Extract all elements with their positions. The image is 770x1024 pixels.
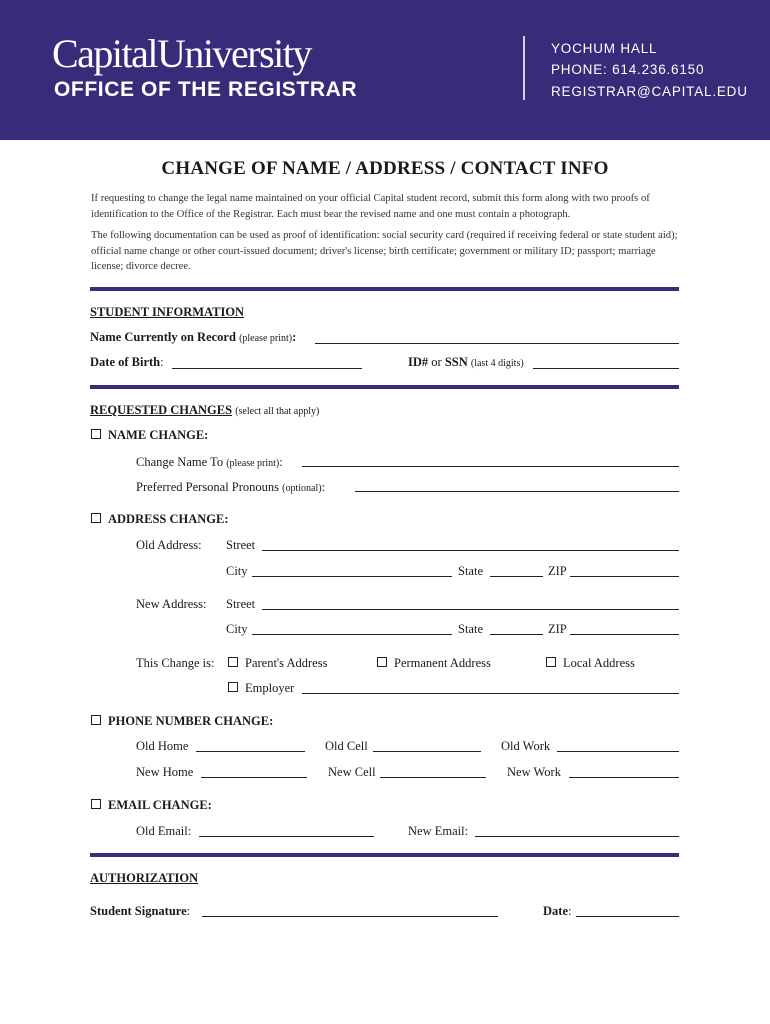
student-info-heading: STUDENT INFORMATION: [90, 305, 245, 319]
new-email-field[interactable]: [475, 836, 679, 837]
pronouns-label: Preferred Personal Pronouns (optional):: [136, 480, 326, 494]
new-city-field[interactable]: [252, 634, 452, 635]
old-city-field[interactable]: [252, 576, 452, 577]
new-cell-field[interactable]: [380, 777, 486, 778]
new-street-field[interactable]: [262, 609, 679, 610]
intro-paragraph-2: The following documentation can be used as proof of identification: social security card (required if receiving federal or state student aid); official name change or other court-issued document; driver's license; birth certificate; government or military ID; passport; marriage license; divorce decree.: [91, 230, 678, 272]
old-home-field[interactable]: [196, 751, 305, 752]
this-change-label: This Change is:: [136, 656, 215, 670]
new-home-field[interactable]: [201, 777, 307, 778]
dob-label: Date of Birth:: [90, 355, 164, 369]
name-on-record-field[interactable]: [315, 343, 679, 344]
address-change-checkbox[interactable]: ADDRESS CHANGE:: [91, 512, 229, 527]
office-location: YOCHUM HALL: [551, 41, 658, 56]
old-cell-label: Old Cell: [325, 739, 368, 753]
permanent-address-checkbox[interactable]: Permanent Address: [377, 656, 491, 671]
section-rule: [90, 853, 679, 857]
office-phone: PHONE: 614.236.6150: [551, 62, 705, 77]
change-name-to-label: Change Name To (please print):: [136, 455, 283, 469]
email-change-checkbox[interactable]: EMAIL CHANGE:: [91, 798, 212, 813]
checkbox-icon[interactable]: [546, 657, 556, 667]
employer-field[interactable]: [302, 693, 679, 694]
old-zip-label: ZIP: [548, 564, 567, 578]
signature-field[interactable]: [202, 916, 498, 917]
requested-changes-heading: REQUESTED CHANGES (select all that apply): [90, 403, 320, 417]
new-email-label: New Email:: [408, 824, 469, 838]
checkbox-icon[interactable]: [91, 799, 101, 809]
id-ssn-field[interactable]: [533, 368, 679, 369]
old-street-label: Street: [226, 538, 256, 552]
checkbox-icon[interactable]: [228, 657, 238, 667]
new-zip-field[interactable]: [570, 634, 679, 635]
checkbox-icon[interactable]: [228, 682, 238, 692]
employer-checkbox[interactable]: Employer: [228, 681, 294, 696]
new-city-label: City: [226, 622, 248, 636]
new-home-label: New Home: [136, 765, 194, 779]
office-name: OFFICE OF THE REGISTRAR: [54, 78, 358, 101]
new-address-label: New Address:: [136, 597, 207, 611]
checkbox-icon[interactable]: [91, 715, 101, 725]
authorization-heading: AUTHORIZATION: [90, 871, 199, 885]
old-work-field[interactable]: [557, 751, 679, 752]
form-title: CHANGE OF NAME / ADDRESS / CONTACT INFO: [161, 158, 609, 179]
header-banner: [0, 0, 770, 140]
office-email[interactable]: REGISTRAR@CAPITAL.EDU: [551, 84, 748, 99]
old-state-label: State: [458, 564, 483, 578]
old-state-field[interactable]: [490, 576, 543, 577]
new-state-field[interactable]: [490, 634, 543, 635]
old-zip-field[interactable]: [570, 576, 679, 577]
parents-address-checkbox[interactable]: Parent's Address: [228, 656, 327, 671]
header-divider: [523, 36, 525, 100]
signature-label: Student Signature:: [90, 904, 191, 918]
new-zip-label: ZIP: [548, 622, 567, 636]
new-cell-label: New Cell: [328, 765, 376, 779]
old-address-label: Old Address:: [136, 538, 202, 552]
date-field[interactable]: [576, 916, 679, 917]
date-label: Date:: [543, 904, 572, 918]
phone-change-checkbox[interactable]: PHONE NUMBER CHANGE:: [91, 714, 273, 729]
new-street-label: Street: [226, 597, 256, 611]
old-cell-field[interactable]: [373, 751, 481, 752]
checkbox-icon[interactable]: [91, 429, 101, 439]
pronouns-field[interactable]: [355, 491, 679, 492]
dob-field[interactable]: [172, 368, 362, 369]
name-on-record-label: Name Currently on Record (please print):: [90, 330, 297, 344]
local-address-checkbox[interactable]: Local Address: [546, 656, 635, 671]
university-logo: CapitalUniversity: [52, 31, 311, 76]
old-city-label: City: [226, 564, 248, 578]
id-ssn-label: ID# or SSN (last 4 digits): [408, 355, 524, 369]
checkbox-icon[interactable]: [377, 657, 387, 667]
old-work-label: Old Work: [501, 739, 551, 753]
new-state-label: State: [458, 622, 483, 636]
section-rule: [90, 385, 679, 389]
change-name-to-field[interactable]: [302, 466, 679, 467]
new-work-label: New Work: [507, 765, 561, 779]
old-street-field[interactable]: [262, 550, 679, 551]
name-change-checkbox[interactable]: NAME CHANGE:: [91, 428, 208, 443]
checkbox-icon[interactable]: [91, 513, 101, 523]
new-work-field[interactable]: [569, 777, 679, 778]
section-rule: [90, 287, 679, 291]
old-email-label: Old Email:: [136, 824, 192, 838]
old-home-label: Old Home: [136, 739, 189, 753]
old-email-field[interactable]: [199, 836, 374, 837]
intro-paragraph-1: If requesting to change the legal name maintained on your official Capital student record, submit this form along with two proofs of identification to the Office of the Registrar. Each must bear the revised name and one must contain a photograph.: [91, 193, 650, 220]
